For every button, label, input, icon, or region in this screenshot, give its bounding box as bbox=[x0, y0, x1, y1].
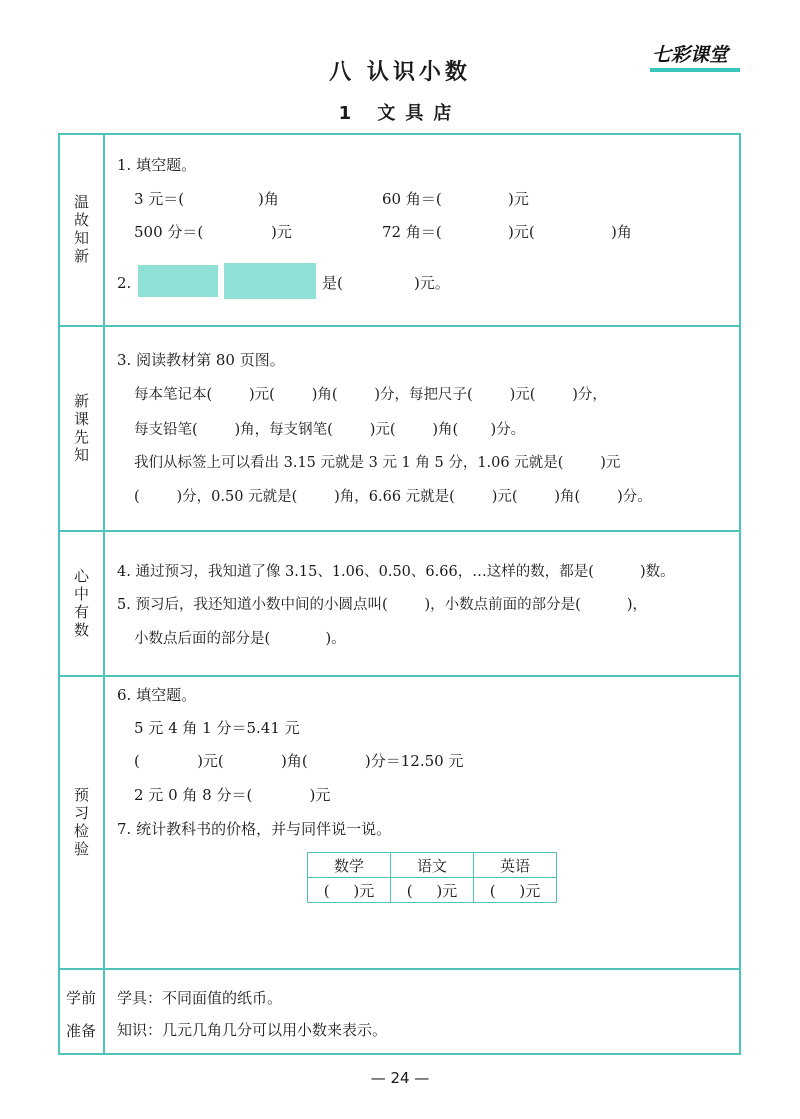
q1-d-left: 72 角＝( bbox=[382, 223, 442, 241]
table-header-row bbox=[308, 853, 557, 878]
q1-b-left: 60 角＝( bbox=[382, 190, 442, 208]
section-divider bbox=[59, 675, 740, 677]
question-6-label: 6. 填空题。 bbox=[117, 686, 197, 704]
q1-c-right: )元 bbox=[271, 223, 292, 241]
header-math: 数学 bbox=[308, 853, 391, 878]
page-number: — 24 — bbox=[370, 1069, 430, 1087]
section-label-understand: 心中有数 bbox=[72, 567, 90, 640]
price-math-blank[interactable]: ( )元 bbox=[308, 878, 391, 903]
q1-d-mid: )元( bbox=[508, 223, 535, 241]
q6-line-1: 5 元 4 角 1 分＝5.41 元 bbox=[134, 719, 300, 737]
question-7-label: 7. 统计教科书的价格，并与同伴说一说。 bbox=[117, 820, 392, 838]
header-english: 英语 bbox=[474, 853, 557, 878]
section-label-preview: 新课先知 bbox=[72, 392, 90, 465]
section-divider bbox=[59, 968, 740, 970]
q6-line-2: ( )元( )角( )分＝12.50 元 bbox=[134, 752, 464, 770]
section-label-prep-2: 准备 bbox=[65, 1022, 96, 1040]
prep-knowledge: 知识：几元几角几分可以用小数来表示。 bbox=[117, 1021, 388, 1039]
q1-d-right: )角 bbox=[611, 223, 632, 241]
brand-logo: 七彩课堂 bbox=[652, 44, 729, 66]
question-1-label: 1. 填空题。 bbox=[117, 156, 197, 174]
q3-line-1: 每本笔记本( )元( )角( )分，每把尺子( )元( )分， bbox=[134, 387, 607, 403]
q2-tail-left: 是( bbox=[322, 274, 343, 292]
q1-a-left: 3 元＝( bbox=[134, 190, 185, 208]
question-2-label: 2. bbox=[117, 274, 132, 292]
q1-a-right: )角 bbox=[258, 190, 279, 208]
textbook-price-table bbox=[307, 852, 557, 903]
chapter-title: 八 认识小数 bbox=[329, 60, 471, 85]
q1-c-left: 500 分＝( bbox=[134, 223, 204, 241]
section-divider bbox=[59, 530, 740, 532]
section-label-check: 预习检验 bbox=[72, 786, 90, 859]
banknote-one-yuan-image bbox=[138, 265, 218, 297]
section-label-prep-1: 学前 bbox=[65, 989, 96, 1007]
q3-line-4: ( )分，0.50 元就是( )角，6.66 元就是( )元( )角( )分。 bbox=[134, 489, 652, 505]
q3-line-3: 我们从标签上可以看出 3.15 元就是 3 元 1 角 5 分，1.06 元就是( )元 bbox=[134, 455, 621, 471]
prep-tools: 学具：不同面值的纸币。 bbox=[117, 989, 283, 1007]
q6-line-3: 2 元 0 角 8 分＝( )元 bbox=[134, 786, 331, 804]
question-4: 4. 通过预习，我知道了像 3.15、1.06、0.50、6.66，…这样的数，都是( )数。 bbox=[117, 564, 675, 580]
q3-line-2: 每支铅笔( )角，每支钢笔( )元( )角( )分。 bbox=[134, 422, 526, 438]
price-chinese-blank[interactable]: ( )元 bbox=[391, 878, 474, 903]
header-chinese: 语文 bbox=[391, 853, 474, 878]
lesson-title: 1 文具店 bbox=[338, 103, 462, 124]
q1-b-right: )元 bbox=[508, 190, 529, 208]
section-label-review: 温故知新 bbox=[72, 194, 90, 266]
logo-underline bbox=[650, 68, 740, 72]
table-row bbox=[308, 878, 557, 903]
sidebar-divider bbox=[103, 134, 105, 1054]
question-3-label: 3. 阅读教材第 80 页图。 bbox=[117, 351, 285, 369]
q2-tail-right: )元。 bbox=[414, 274, 450, 292]
section-divider bbox=[59, 325, 740, 327]
question-5-line-1: 5. 预习后，我还知道小数中间的小圆点叫( )，小数点前面的部分是( )， bbox=[117, 597, 648, 613]
banknote-one-yuan-image-2 bbox=[224, 263, 316, 299]
banknote-images bbox=[138, 263, 316, 299]
question-5-line-2: 小数点后面的部分是( )。 bbox=[134, 631, 346, 647]
price-english-blank[interactable]: ( )元 bbox=[474, 878, 557, 903]
